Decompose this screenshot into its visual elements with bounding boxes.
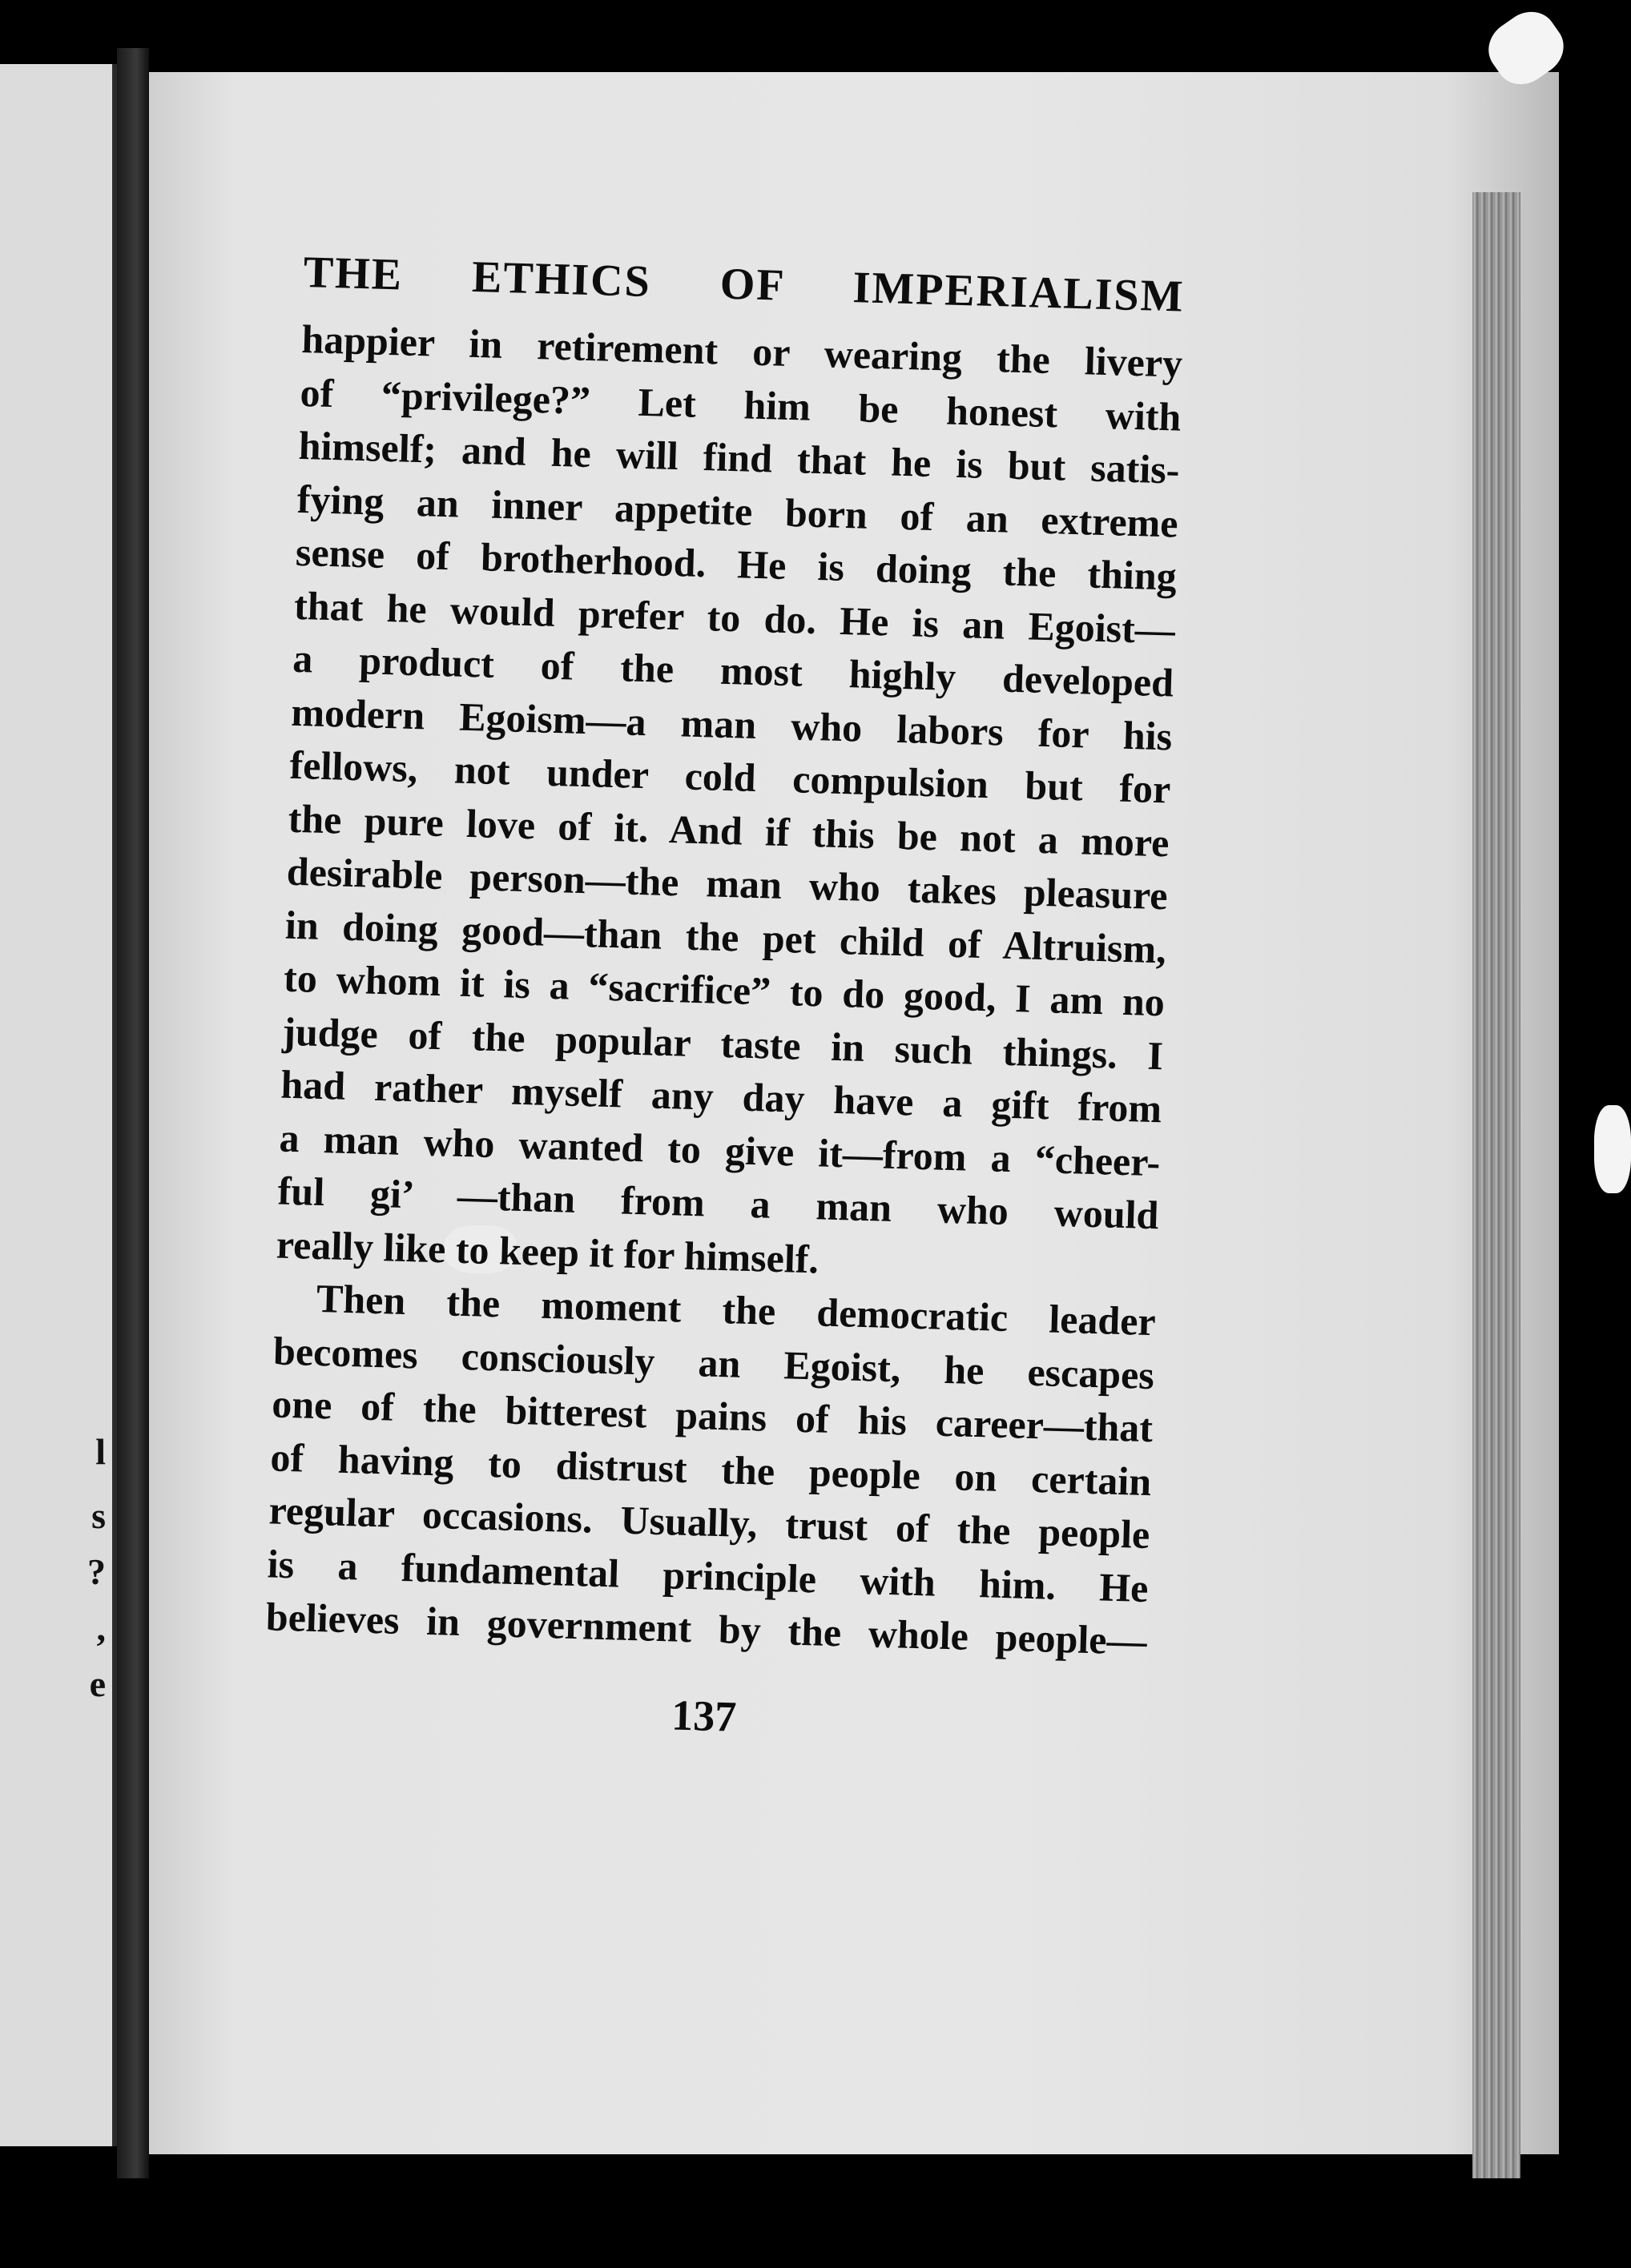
- text-line: of having to distrust the people on certain: [269, 1434, 1152, 1504]
- page-number: 137: [671, 1691, 738, 1741]
- text-line: believes in government by the whole people—: [265, 1594, 1148, 1664]
- text-line: had rather myself any day have a gift from: [280, 1061, 1162, 1132]
- left-page-fragment: s: [91, 1495, 106, 1536]
- text-line: that he would prefer to do. He is an Egoist—: [293, 582, 1176, 653]
- text-line: modern Egoism—a man who labors for his: [290, 689, 1173, 758]
- text-line: fellows, not under cold compulsion but for: [288, 742, 1172, 812]
- running-head: THE ETHICS OF IMPERIALISM: [303, 247, 1186, 322]
- text-line: is a fundamental principle with him. He: [267, 1540, 1150, 1611]
- left-page-fragment: ?: [87, 1551, 106, 1592]
- text-line: in doing good—than the pet child of Altruism,: [284, 902, 1167, 971]
- left-page-fragment: e: [89, 1663, 106, 1704]
- text-line: sense of brotherhood. He is doing the thing: [295, 529, 1178, 599]
- text-line: a man who wanted to give it—from a “cheer-: [278, 1115, 1162, 1184]
- text-line: desirable person—the man who takes pleasure: [286, 848, 1169, 919]
- text-line: a product of the most highly developed: [292, 635, 1174, 706]
- text-line: regular occasions. Usually, trust of the people: [268, 1487, 1151, 1558]
- text-line: to whom it is a “sacrifice” to do good, I am no: [283, 955, 1166, 1025]
- book-gutter: [117, 48, 149, 2178]
- text-line: judge of the popular taste in such things. I: [281, 1008, 1164, 1078]
- text-line: becomes consciously an Egoist, he escapes: [272, 1327, 1155, 1397]
- page-text-block: [263, 240, 1186, 1755]
- text-line: ful gi’ —than from a man who would: [277, 1168, 1160, 1238]
- text-line: fying an inner appetite born of an extreme: [296, 476, 1179, 546]
- text-line: Then the moment the democratic leader: [316, 1275, 1157, 1345]
- page-stack-edge: [1472, 192, 1520, 2178]
- text-line: really like to keep it for himself.: [276, 1221, 820, 1281]
- left-page-fragment: l: [95, 1431, 106, 1472]
- left-page-fragment: ,: [96, 1607, 106, 1648]
- text-line: one of the bitterest pains of his career—that: [271, 1381, 1154, 1451]
- body-text: [265, 312, 1183, 1668]
- text-line: of “privilege?” Let him be honest with: [299, 369, 1182, 440]
- text-line: himself; and he will find that he is but satis-: [298, 422, 1181, 493]
- text-line: the pure love of it. And if this be not a more: [288, 795, 1170, 865]
- text-line: happier in retirement or wearing the livery: [300, 316, 1183, 386]
- left-facing-page: [0, 64, 117, 2146]
- scan-artifact: [1594, 1105, 1631, 1193]
